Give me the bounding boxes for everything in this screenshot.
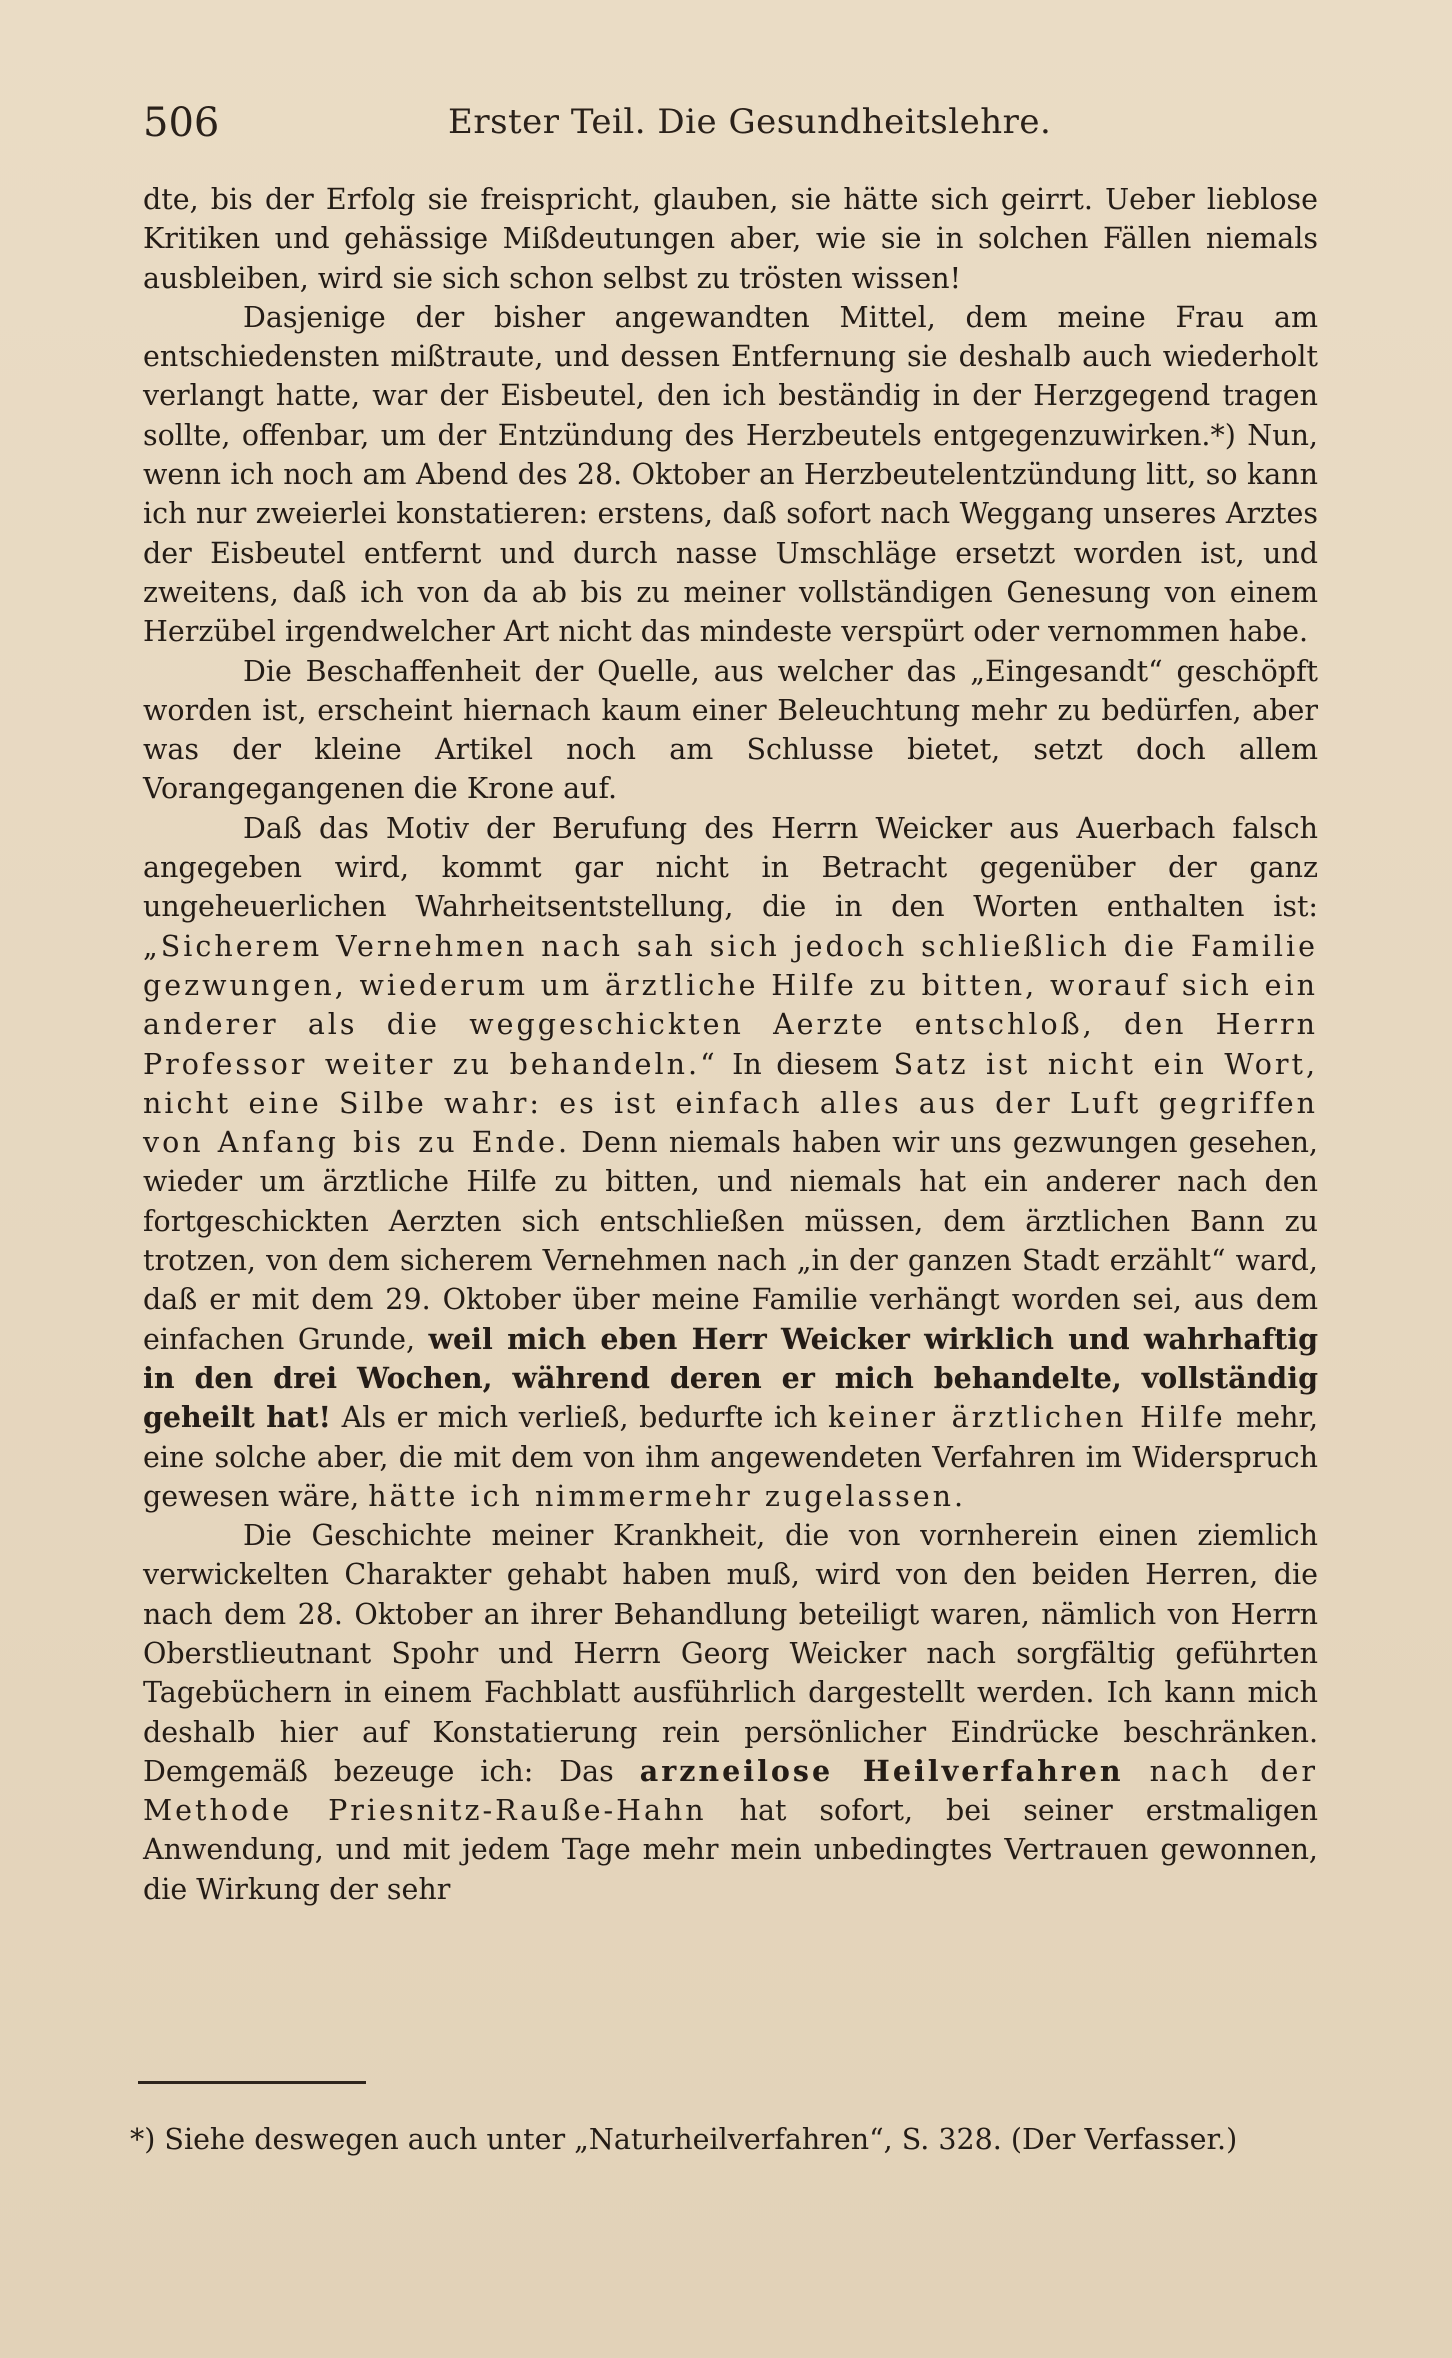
paragraph-1: dte, bis der Erfolg sie freispricht, glauben, sie hätte sich geirrt. Ueber lieblose Kritiken und gehässige Mißdeutungen aber, wie sie in solchen Fällen niemals ausbleiben, wird sie sich schon selbst zu trösten wissen! [143, 183, 1318, 295]
page-number: 506 [143, 100, 220, 146]
body-text [143, 180, 1318, 1909]
paragraph-3: Die Beschaffenheit der Quelle, aus welcher das „Eingesandt“ geschöpft worden ist, erscheint hiernach kaum einer Beleuchtung mehr zu bedürfen, aber was der kleine Artikel noch am Schlusse bietet, setzt doch allem Vorangegangenen die Krone auf. [143, 654, 1318, 806]
footnote [130, 2120, 1318, 2160]
footnote-line [130, 2120, 1318, 2160]
spaced-method-name: nach der Methode Priesnitz-Rauße-Hahn [143, 1754, 1319, 1828]
spaced-emphasis: Satz ist nicht ein Wort, nicht eine Silbe wahr: es ist einfach alles aus der Luft gegriffen von Anfang bis zu Ende. [143, 1047, 1319, 1160]
spaced-quote: „Sicherem Vernehmen nach sah sich jedoch schließlich die Familie gezwungen, wiederum um ärztliche Hilfe zu bitten, worauf sich ein anderer als die weggeschickten Aerzte entschloß, den Herrn Professor weiter zu behandeln.“ [143, 929, 1318, 1081]
paragraph-4-text-h: mehr, eine solche aber, die mit dem von ihm angewendeten Verfahren im Widerspruch gewesen wäre, [143, 1401, 1319, 1513]
footnote-author: (Der Verfasser.) [1010, 2123, 1238, 2156]
spaced-phrase-hilfe: keiner ärztlichen Hilfe [827, 1401, 1226, 1435]
paragraph-5-text-d: hat sofort, bei seiner erstmaligen Anwendung, und mit jedem Tage mehr mein unbedingtes Vertrauen gewonnen, die Wirkung der sehr [143, 1794, 1318, 1906]
paragraph-5 [143, 1516, 1318, 1909]
paragraph-2: Dasjenige der bisher angewandten Mittel, dem meine Frau am entschiedensten mißtraute, und dessen Entfernung sie deshalb auch wiederholt verlangt hatte, war der Eisbeutel, den ich beständig in der Herzgegend tragen sollte, offenbar, um der Entzündung des Herzbeutels entgegenzuwirken.*) Nun, wenn ich noch am Abend des 28. Oktober an Herzbeutelentzündung litt, so kann ich nur zweierlei konstatieren: erstens, daß sofort nach Weggang unseres Arztes der Eisbeutel entfernt und durch nasse Umschläge ersetzt worden ist, und zweitens, daß ich von da ab bis zu meiner vollständigen Genesung von einem Herzübel irgendwelcher Art nicht das mindeste verspürt oder vernommen habe. [143, 300, 1318, 649]
paragraph-4-text-f: Als er mich verließ, bedurfte ich [341, 1401, 818, 1435]
paragraph-4-text-d: Denn niemals haben wir uns gezwungen gesehen, wieder um ärztliche Hilfe zu bitten, und niemals hat ein anderer nach den fortgeschickten Aerzten sich entschließen müssen, dem ärztlichen Bann zu trotzen, von dem sicherem Vernehmen nach „in der ganzen Stadt erzählt“ ward, daß er mit dem 29. Oktober über meine Familie verhängt worden sei, aus dem einfachen Grunde, [143, 1126, 1318, 1356]
page-header [143, 100, 1318, 160]
paragraph-4-text-a: Daß das Motiv der Berufung des Herrn Weicker aus Auerbach falsch angegeben wird, kommt gar nicht in Betracht gegenüber der ganz ungeheuerlichen Wahrheitsentstellung, die in den Worten enthalten ist: [143, 811, 1318, 924]
paragraph-4 [143, 809, 1318, 1516]
paragraph-5-text-a: Die Geschichte meiner Krankheit, die von vornherein einen ziemlich verwickelten Charakter gehabt haben muß, wird von den beiden Herren, die nach dem 28. Oktober an ihrer Behandlung beteiligt waren, nämlich von Herrn Oberstlieutnant Spohr und Herrn Georg Weicker nach sorgfältig geführten Tagebüchern in einem Fachblatt ausführlich dargestellt werden. Ich kann mich deshalb hier auf Konstatierung rein persönlicher Eindrücke beschränken. Demgemäß bezeuge ich: Das [143, 1519, 1318, 1788]
footnote-text: *) Siehe deswegen auch unter „Naturheilverfahren“, S. 328. [130, 2123, 1002, 2156]
bold-emphasis: weil mich eben Herr Weicker wirklich und wahrhaftig in den drei Wochen, während deren er mich behandelte, vollständig geheilt hat! [143, 1321, 1318, 1435]
spaced-bold-heilverfahren: arzneilose Heilverfahren [639, 1753, 1124, 1788]
footnote-divider [138, 2081, 366, 2084]
spaced-phrase-nimmermehr: hätte ich nimmermehr zugelassen. [368, 1479, 967, 1513]
running-title: Erster Teil. Die Gesundheitslehre. [448, 102, 1052, 142]
paragraph-4-text-b: In diesem [732, 1047, 880, 1081]
